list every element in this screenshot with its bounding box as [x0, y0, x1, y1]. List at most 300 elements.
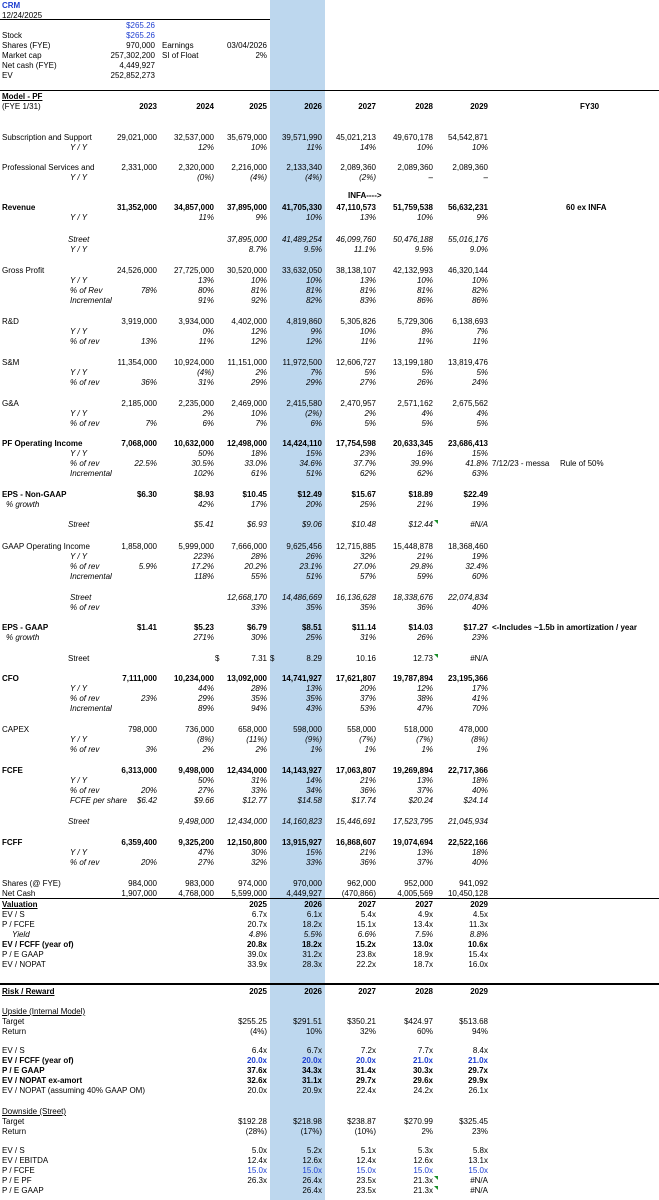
upside-multiple-value: 26.1x: [468, 1086, 488, 1095]
row-label: Y / Y: [70, 449, 88, 458]
cell-value: 5.9%: [138, 562, 157, 571]
row-label: % of Rev: [70, 286, 103, 295]
upside-multiple-label: EV / FCFF (year of): [2, 1056, 74, 1065]
cell-value: 11.1%: [353, 245, 376, 254]
cell-value: 27%: [197, 858, 214, 867]
summary-value: 4,449,927: [119, 61, 155, 70]
cell-value: 13,199,180: [392, 358, 433, 367]
cell-value: 18%: [471, 848, 488, 857]
cell-value: 5,729,306: [397, 317, 433, 326]
cell-value: 14,424,110: [282, 439, 322, 448]
cell-value: 33%: [250, 786, 267, 795]
row-label: Y / Y: [70, 735, 88, 744]
cell-value: 83%: [359, 296, 376, 305]
valuation-value: 20.7x: [247, 920, 267, 929]
cell-value: (4%): [197, 368, 214, 377]
valuation-year: 2025: [249, 900, 267, 909]
row-label: % of rev: [70, 603, 100, 612]
model-row: [0, 552, 659, 562]
cell-value: 4,819,860: [286, 317, 322, 326]
summary-row: [0, 71, 659, 81]
downside-multiple-value: 12.6x: [413, 1156, 433, 1165]
comment-marker: [434, 654, 438, 658]
valuation-value: 39.0x: [247, 950, 267, 959]
cell-value: 14,486,669: [281, 593, 322, 602]
upside-multiple-value: 29.7x: [467, 1066, 488, 1075]
cell-value: 50,476,188: [392, 235, 433, 244]
price-top-row: [0, 21, 659, 31]
downside-multiple-label: EV / S: [2, 1146, 25, 1155]
cell-value: 13%: [197, 276, 214, 285]
valuation-label: EV / S: [2, 910, 25, 919]
model-row: [0, 276, 659, 286]
upside-multiple-value: 31.4x: [355, 1066, 376, 1075]
cell-value: 17,621,807: [335, 674, 376, 683]
upside-label: Target: [2, 1017, 25, 1026]
cell-value: 49,670,178: [392, 133, 433, 142]
cell-value: 27%: [197, 786, 214, 795]
row-label: % of rev: [70, 562, 100, 571]
cell-value: $6.93: [246, 520, 267, 529]
valuation-row: [0, 910, 659, 920]
model-row: [0, 633, 659, 643]
cell-value: 10,632,000: [173, 439, 214, 448]
summary-key: SI of Float: [162, 51, 199, 60]
cell-value: 35,679,000: [226, 133, 267, 142]
cell-value: 12%: [197, 143, 214, 152]
cell-value: 14%: [359, 143, 376, 152]
cell-value: 32%: [359, 552, 376, 561]
cell-value: 13,819,476: [447, 358, 488, 367]
cell-value: 6,359,400: [121, 838, 157, 847]
model-row: [0, 704, 659, 714]
cell-value: 9,498,000: [178, 817, 214, 826]
cell-value: 86%: [416, 296, 433, 305]
upside-value: (4%): [250, 1027, 267, 1036]
row-label: Street: [68, 654, 90, 663]
cell-value: 60%: [471, 572, 488, 581]
model-row: [0, 399, 659, 409]
row-label: Y / Y: [70, 684, 88, 693]
cell-value: 9%: [476, 213, 488, 222]
cell-value: 12,606,727: [335, 358, 376, 367]
cell-value: 62%: [359, 469, 376, 478]
row-label: Y / Y: [70, 848, 88, 857]
valuation-value: 8.8%: [469, 930, 488, 939]
cell-value: $10.48: [351, 520, 376, 529]
cell-value: 2,320,000: [178, 163, 214, 172]
upside-multiple-value: 7.2x: [360, 1046, 376, 1055]
upside-multiple-value: 8.4x: [472, 1046, 488, 1055]
cell-value: $5.41: [193, 520, 214, 529]
cell-value: (7%): [359, 735, 376, 744]
cell-value: 9,498,000: [178, 766, 214, 775]
cell-value: 9,325,200: [178, 838, 214, 847]
cell-value: 12%: [250, 327, 267, 336]
model-row: [0, 572, 659, 582]
cell-value: 6%: [202, 419, 214, 428]
cell-value: 89%: [197, 704, 214, 713]
valuation-row: [0, 950, 659, 960]
valuation-value: 7.5%: [414, 930, 433, 939]
cell-value: 4,402,000: [231, 317, 267, 326]
summary-label: EV: [2, 71, 13, 80]
valuation-label: Yield: [12, 930, 30, 939]
cell-value: 54,542,871: [447, 133, 488, 142]
cell-value: 81%: [305, 286, 322, 295]
valuation-year: 2026: [304, 900, 322, 909]
cell-value: 11%: [306, 143, 322, 152]
downside-multiple-value: 15.0x: [468, 1166, 488, 1175]
valuation-value: 18.2x: [302, 920, 322, 929]
cell-value: 17,063,807: [335, 766, 376, 775]
cell-value: 8.7%: [248, 245, 267, 254]
upside-row: [0, 1017, 659, 1027]
cell-value: 13,092,000: [226, 674, 267, 683]
cell-value: 21%: [416, 500, 433, 509]
cell-value: 30.5%: [191, 459, 214, 468]
model-row: [0, 459, 659, 469]
valuation-value: 20.8x: [246, 940, 267, 949]
cell-value: 5%: [421, 368, 433, 377]
model-row: [0, 143, 659, 153]
risk-year: 2027: [358, 987, 376, 996]
valuation-value: 4.8%: [248, 930, 267, 939]
row-label: FCFE: [2, 766, 23, 775]
downside-multiple-value: #N/A: [470, 1186, 488, 1195]
row-label: Y / Y: [70, 173, 88, 182]
row-label: GAAP Operating Income: [2, 542, 90, 551]
model-row: [0, 173, 659, 183]
model-row: [0, 327, 659, 337]
model-row: [0, 848, 659, 858]
cell-value: 10%: [471, 276, 488, 285]
cell-value: $12.77: [242, 796, 267, 805]
cell-value: 2,235,000: [178, 399, 214, 408]
cell-value: $22.49: [463, 490, 488, 499]
cell-value: 20%: [140, 858, 157, 867]
valuation-label: P / E GAAP: [2, 950, 44, 959]
downside-multiple-value: 5.1x: [360, 1146, 376, 1155]
model-row: [0, 419, 659, 429]
valuation-value: 6.7x: [251, 910, 267, 919]
cell-value: $14.03: [408, 623, 433, 632]
downside-label: Return: [2, 1127, 27, 1136]
cell-value: 15,448,878: [392, 542, 433, 551]
valuation-row: [0, 930, 659, 940]
cell-value: 7%: [255, 419, 267, 428]
valuation-row: [0, 920, 659, 930]
upside-multiple-value: 22.4x: [356, 1086, 376, 1095]
cell-value: 558,000: [347, 725, 376, 734]
model-row: [0, 439, 659, 449]
cell-value: 11%: [472, 337, 488, 346]
cell-value: $10.45: [242, 490, 267, 499]
cell-value: 598,000: [293, 725, 322, 734]
downside-multiple-label: P / E PF: [2, 1176, 32, 1185]
cell-value: 18%: [471, 776, 488, 785]
cell-value: 82%: [305, 296, 322, 305]
cell-value: 16%: [416, 449, 433, 458]
summary-label: Market cap: [2, 51, 42, 60]
cell-value: 1%: [476, 745, 488, 754]
cell-value: 36%: [140, 378, 157, 387]
row-label: PF Operating Income: [2, 439, 83, 448]
cell-value: 9,625,456: [286, 542, 322, 551]
year-header: 2023: [139, 102, 157, 111]
model-row: [0, 368, 659, 378]
downside-value: (17%): [300, 1127, 322, 1136]
ticker-row: [0, 1, 659, 11]
cell-value: 1%: [421, 745, 433, 754]
cell-value: 0%: [202, 327, 214, 336]
upside-multiple-value: 34.3x: [301, 1066, 322, 1075]
downside-multiple-value: 23.5x: [356, 1176, 376, 1185]
model-row: [0, 593, 659, 603]
risk-year: 2025: [249, 987, 267, 996]
summary-row: [0, 51, 659, 61]
downside-multiple-value: 12.4x: [356, 1156, 376, 1165]
cell-value: 50%: [197, 449, 214, 458]
summary-row: [0, 61, 659, 71]
downside-multiple-row: [0, 1156, 659, 1166]
cell-value: 11,151,000: [227, 358, 267, 367]
summary-key: Earnings: [162, 41, 194, 50]
cell-value: 35%: [250, 694, 267, 703]
valuation-value: 33.9x: [247, 960, 267, 969]
cell-value: 17,754,598: [335, 439, 376, 448]
cell-value: 81%: [250, 286, 267, 295]
cell-value: 11%: [198, 337, 214, 346]
cell-value: (11%): [246, 735, 267, 744]
upside-multiple-value: 20.9x: [302, 1086, 322, 1095]
upside-value: 94%: [471, 1027, 488, 1036]
row-label: G&A: [2, 399, 19, 408]
model-row: [0, 296, 659, 306]
year-header: 2028: [415, 102, 433, 111]
model-row: [0, 378, 659, 388]
cell-value: 20%: [305, 500, 322, 509]
risk-year: 2029: [470, 987, 488, 996]
cell-value: 35%: [305, 603, 322, 612]
cell-value: 7%: [476, 327, 488, 336]
cell-value: 2%: [202, 745, 214, 754]
upside-row: [0, 1027, 659, 1037]
upside-multiple-label: P / E GAAP: [2, 1066, 45, 1075]
cell-value: 9.5%: [414, 245, 433, 254]
cell-value: 31%: [197, 378, 214, 387]
cell-value: 40%: [471, 858, 488, 867]
model-title: Model - PF: [2, 92, 43, 101]
cell-value: 271%: [193, 633, 214, 642]
header-rule: [0, 19, 270, 20]
cell-value: 3%: [145, 745, 157, 754]
cell-value: 15,446,691: [335, 817, 376, 826]
cell-value: 21%: [416, 552, 433, 561]
cell-value: 4,005,569: [397, 889, 433, 898]
cell-value: 12%: [305, 337, 322, 346]
cell-value: (4%): [305, 173, 322, 182]
cell-value: 19%: [471, 552, 488, 561]
cell-value: 36%: [359, 858, 376, 867]
cell-value: $18.89: [408, 490, 433, 499]
cell-value: 2,216,000: [231, 163, 267, 172]
valuation-label: EV / NOPAT: [2, 960, 46, 969]
model-row: [0, 490, 659, 500]
cell-value: 29.8%: [410, 562, 433, 571]
cell-value: 37,895,000: [226, 235, 267, 244]
currency-symbol: $: [270, 654, 275, 663]
cell-value: 3,919,000: [121, 317, 157, 326]
downside-multiple-value: 5.2x: [306, 1146, 322, 1155]
cell-value: 33,632,050: [281, 266, 322, 275]
downside-value: (28%): [245, 1127, 267, 1136]
cell-value: 23,686,413: [447, 439, 488, 448]
cell-value: 18,338,676: [392, 593, 433, 602]
cell-value: 13%: [140, 337, 157, 346]
valuation-value: 10.6x: [467, 940, 488, 949]
cell-value: 30,520,000: [226, 266, 267, 275]
cell-value: 25%: [305, 633, 322, 642]
cell-value: 29%: [250, 378, 267, 387]
cell-value: $9.06: [301, 520, 322, 529]
model-row: [0, 796, 659, 806]
cell-value: 6,138,693: [452, 317, 488, 326]
upside-multiple-value: 6.4x: [251, 1046, 267, 1055]
cell-value: 14%: [305, 776, 322, 785]
cell-value: 23%: [359, 449, 376, 458]
cell-value: 91%: [197, 296, 214, 305]
cell-value: 63%: [471, 469, 488, 478]
model-row: [0, 603, 659, 613]
as-of-date: 12/24/2025: [2, 11, 43, 20]
row-label: FCFF: [2, 838, 23, 847]
model-row: [0, 133, 659, 143]
cell-value: (4%): [250, 173, 267, 182]
row-label: % of rev: [70, 419, 100, 428]
upside-multiple-row: [0, 1056, 659, 1066]
cell-value: 81%: [416, 286, 433, 295]
cell-value: 40%: [471, 786, 488, 795]
cell-value: 34%: [305, 786, 322, 795]
upside-multiple-value: 24.2x: [413, 1086, 433, 1095]
cell-value: 10%: [416, 143, 433, 152]
downside-row: [0, 1117, 659, 1127]
cell-value: 42,132,993: [392, 266, 433, 275]
valuation-label: P / FCFE: [2, 920, 35, 929]
cell-value: (0%): [197, 173, 214, 182]
downside-row: [0, 1127, 659, 1137]
cell-value: 51%: [305, 572, 322, 581]
cell-value: $24.14: [463, 796, 488, 805]
valuation-value: 4.9x: [417, 910, 433, 919]
upside-multiple-value: 21.0x: [412, 1056, 433, 1065]
model-row: [0, 358, 659, 368]
cell-value: 29%: [305, 378, 322, 387]
downside-multiple-value: 26.4x: [302, 1176, 322, 1185]
cell-value: $6.30: [136, 490, 157, 499]
downside-multiple-value: 5.0x: [251, 1146, 267, 1155]
cell-value: 2,185,000: [121, 399, 157, 408]
cell-value: $8.51: [301, 623, 322, 632]
valuation-value: 28.3x: [302, 960, 322, 969]
model-row: [0, 163, 659, 173]
cell-value: (8%): [197, 735, 214, 744]
cell-value: 21%: [359, 776, 376, 785]
row-label: % of rev: [70, 745, 100, 754]
cell-value: 41,705,330: [281, 203, 322, 212]
cell-value: 35%: [305, 694, 322, 703]
model-row: [0, 838, 659, 848]
cell-value: 34.6%: [299, 459, 322, 468]
cell-value: 7%: [310, 368, 322, 377]
cell-value: 23,195,366: [447, 674, 488, 683]
upside-multiple-row: [0, 1086, 659, 1096]
upside-multiple-value: 32.6x: [246, 1076, 267, 1085]
cell-value: 658,000: [238, 725, 267, 734]
cell-value: 37%: [416, 858, 433, 867]
cell-value: 61%: [250, 469, 267, 478]
downside-multiple-value: 15.0x: [413, 1166, 433, 1175]
downside-multiple-label: P / E GAAP: [2, 1186, 44, 1195]
cell-value: 23.1%: [299, 562, 322, 571]
downside-multiple-value: 26.4x: [302, 1186, 322, 1195]
upside-multiple-row: [0, 1066, 659, 1076]
row-label: % of rev: [70, 459, 100, 468]
model-row: [0, 858, 659, 868]
cell-value: #N/A: [470, 654, 488, 663]
downside-multiple-value: 21.3x: [413, 1186, 433, 1195]
valuation-value: 4.5x: [472, 910, 488, 919]
downside-value: 23%: [471, 1127, 488, 1136]
model-row: [0, 203, 659, 213]
model-title-row: [0, 92, 659, 102]
cell-value: 2,675,562: [452, 399, 488, 408]
cell-value: 1,858,000: [121, 542, 157, 551]
row-label: Revenue: [2, 203, 36, 212]
cell-value: 7,666,000: [231, 542, 267, 551]
cell-value: 12,715,885: [335, 542, 376, 551]
cell-value: 1%: [364, 745, 376, 754]
cell-value: 17,523,795: [392, 817, 433, 826]
cell-value: 82%: [471, 286, 488, 295]
cell-value: 22,717,366: [447, 766, 488, 775]
cell-value: $12.44: [408, 520, 433, 529]
cell-value: (7%): [416, 735, 433, 744]
downside-multiple-row: [0, 1166, 659, 1176]
model-row: [0, 766, 659, 776]
cell-value: 12,668,170: [226, 593, 267, 602]
downside-value: $238.87: [347, 1117, 376, 1126]
row-label: Y / Y: [70, 276, 88, 285]
model-row: [0, 409, 659, 419]
cell-value: 10%: [471, 143, 488, 152]
cell-value: 8.29: [306, 654, 322, 663]
cell-value: 13,915,927: [281, 838, 322, 847]
row-label: Y / Y: [70, 213, 88, 222]
cell-value: 22,522,166: [447, 838, 488, 847]
upside-title: Upside (Internal Model): [2, 1007, 86, 1016]
valuation-value: 15.4x: [468, 950, 488, 959]
row-label: Incremental: [70, 296, 112, 305]
cell-value: $12.49: [297, 490, 322, 499]
upside-title-row: [0, 1007, 659, 1017]
cell-value: $9.66: [193, 796, 214, 805]
cell-value: 15%: [305, 848, 322, 857]
valuation-value: 23.8x: [356, 950, 376, 959]
cell-value: 798,000: [128, 725, 157, 734]
cell-value: 41,489,254: [281, 235, 322, 244]
